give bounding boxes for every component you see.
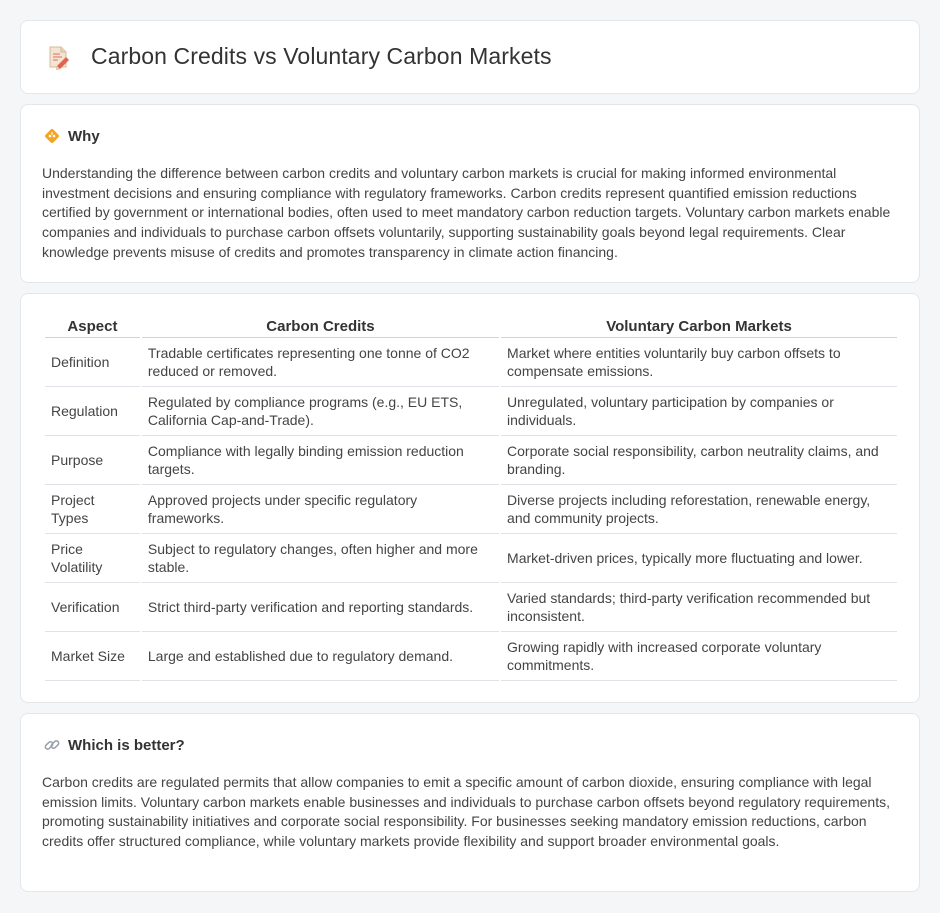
row-voluntary: Market where entities voluntarily buy carbon offsets to compensate emissions.: [501, 338, 897, 387]
row-carbon-credits: Approved projects under specific regulatory frameworks.: [142, 485, 499, 534]
header-carbon-credits: Carbon Credits: [142, 316, 499, 338]
row-carbon-credits: Tradable certificates representing one tonne of CO2 reduced or removed.: [142, 338, 499, 387]
better-section: [20, 713, 920, 892]
better-text: Carbon credits are regulated permits that allow companies to emit a specific amount of carbon dioxide, ensuring compliance with legal emission limits. Voluntary carbon markets enable businesses and individuals to purchase carbon offsets beyond regulatory requirements, promoting sustainability initiatives and corporate social responsibility. For businesses seeking mandatory emission reductions, carbon credits offer structured compliance, while voluntary markets provide flexibility and support broader environmental goals.: [42, 774, 890, 850]
table-row: [45, 387, 897, 436]
diamond-warning-icon: [43, 127, 61, 145]
better-heading-row: [43, 736, 185, 754]
row-carbon-credits: Compliance with legally binding emission reduction targets.: [142, 436, 499, 485]
header-aspect: Aspect: [45, 316, 140, 338]
table-row: [45, 338, 897, 387]
better-heading: Which is better?: [68, 736, 185, 754]
row-voluntary: Market-driven prices, typically more fluctuating and lower.: [501, 534, 897, 583]
row-voluntary: Growing rapidly with increased corporate voluntary commitments.: [501, 632, 897, 681]
header-voluntary-markets: Voluntary Carbon Markets: [501, 316, 897, 338]
row-aspect: Verification: [45, 583, 140, 632]
title-card: [20, 20, 920, 94]
why-heading: Why: [68, 127, 100, 145]
row-carbon-credits: Subject to regulatory changes, often higher and more stable.: [142, 534, 499, 583]
row-aspect: Price Volatility: [45, 534, 140, 583]
row-carbon-credits: Strict third-party verification and reporting standards.: [142, 583, 499, 632]
row-carbon-credits: Regulated by compliance programs (e.g., EU ETS, California Cap-and-Trade).: [142, 387, 499, 436]
row-voluntary: Varied standards; third-party verification recommended but inconsistent.: [501, 583, 897, 632]
title-row: [45, 43, 552, 70]
link-icon: [43, 736, 61, 754]
why-heading-row: [43, 127, 100, 145]
row-aspect: Purpose: [45, 436, 140, 485]
table-row: [45, 534, 897, 583]
table-row: [45, 583, 897, 632]
why-section: [20, 104, 920, 283]
row-aspect: Regulation: [45, 387, 140, 436]
row-aspect: Market Size: [45, 632, 140, 681]
row-carbon-credits: Large and established due to regulatory demand.: [142, 632, 499, 681]
comparison-section: [20, 293, 920, 703]
why-text: Understanding the difference between carbon credits and voluntary carbon markets is crucial for making informed environmental investment decisions and ensuring compliance with regulatory frameworks. Carbon credits represent quantified emission reductions certified by government or international bodies, often used to meet mandatory carbon reduction targets. Voluntary carbon markets enable companies and individuals to purchase carbon offsets voluntarily, supporting sustainability goals beyond legal requirements. Clear knowledge prevents misuse of credits and promotes transparency in climate action financing.: [42, 165, 891, 260]
row-voluntary: Diverse projects including reforestation, renewable energy, and community projects.: [501, 485, 897, 534]
table-row: [45, 632, 897, 681]
table-row: [45, 436, 897, 485]
comparison-table: [43, 316, 899, 681]
row-aspect: Definition: [45, 338, 140, 387]
row-aspect: Project Types: [45, 485, 140, 534]
page-title: Carbon Credits vs Voluntary Carbon Markets: [91, 43, 552, 69]
table-row: [45, 485, 897, 534]
row-voluntary: Unregulated, voluntary participation by companies or individuals.: [501, 387, 897, 436]
table-header-row: [45, 316, 897, 338]
document-pencil-icon: [45, 44, 71, 70]
row-voluntary: Corporate social responsibility, carbon neutrality claims, and branding.: [501, 436, 897, 485]
